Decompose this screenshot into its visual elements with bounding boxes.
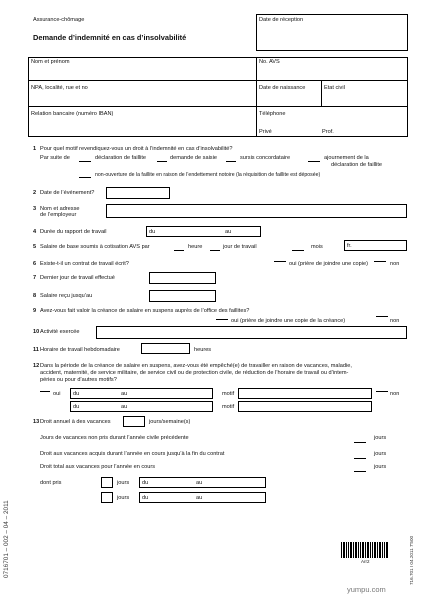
birth-date-field[interactable] — [257, 92, 320, 105]
q1-saisie-checkbox[interactable] — [157, 155, 167, 162]
q13-du-2: du — [142, 495, 149, 501]
q6-oui-checkbox[interactable] — [274, 255, 286, 262]
q6-text: Existe-t-il un contrat de travail écrit? — [40, 261, 129, 267]
q4-number: 4 — [33, 229, 37, 235]
q1-ajournement-label-2: déclaration de faillite — [331, 162, 382, 168]
name-label: Nom et prénom — [31, 59, 70, 65]
q5-mois-label: mois — [311, 244, 323, 250]
q6-oui-label: oui (prière de joindre une copie) — [289, 261, 368, 267]
civil-status-field[interactable] — [322, 92, 407, 105]
avs-field[interactable] — [257, 66, 407, 79]
barcode-text: Arr2 — [361, 559, 370, 564]
q12-text-1: Dans la période de la créance de salaire en suspens, avez-vous été empêché(e) de travailler en raison de vacances, maladie, — [40, 363, 352, 369]
q1-faillite-label: déclaration de faillite — [95, 155, 146, 161]
annual-vacation-field[interactable] — [123, 416, 145, 427]
q5-text: Salaire de base soumis à cotisation AVS par — [40, 244, 150, 250]
q13-taken-1-jours: jours — [117, 480, 130, 486]
employment-period-field[interactable] — [146, 226, 261, 237]
q13-au-2: au — [196, 495, 203, 501]
q5-jour-checkbox[interactable] — [210, 244, 220, 251]
q8-text: Salaire reçu jusqu’au — [40, 293, 93, 299]
q9-oui-label: oui (prière de joindre une copie de la créance) — [231, 318, 346, 324]
q7-number: 7 — [33, 275, 37, 281]
q12-oui-checkbox[interactable] — [40, 385, 50, 392]
reception-date-box[interactable] — [256, 14, 408, 51]
q13-row2-label: Droit aux vacances acquis durant l’année en cours jusqu’à la fin du contrat — [40, 451, 225, 457]
q3-number: 3 — [33, 206, 37, 212]
q13-text: Droit annuel à des vacances — [40, 419, 111, 425]
phone-field[interactable] — [257, 118, 407, 136]
q12-motif-label-2: motif — [222, 404, 235, 410]
address-label: NPA, localité, rue et no — [31, 85, 88, 91]
q1-saisie-label: demande de saisie — [170, 155, 217, 161]
q13-taken-2-period-field[interactable] — [139, 492, 266, 503]
phone-label: Téléphone — [259, 111, 286, 117]
q13-taken-1-period-field[interactable] — [139, 477, 266, 488]
barcode-image — [341, 542, 389, 558]
q3-text-1: Nom et adresse — [40, 206, 80, 212]
q9-non-checkbox[interactable] — [376, 310, 388, 317]
q1-sursis-label: sursis concordataire — [240, 155, 291, 161]
phone-prof-label: Prof. — [322, 129, 334, 135]
q2-number: 2 — [33, 190, 37, 196]
q11-heures-label: heures — [194, 347, 212, 353]
q13-taken-2-jours: jours — [117, 495, 130, 501]
org-name: Assurance-chômage — [33, 17, 85, 23]
phone-private-label: Privé — [259, 129, 272, 135]
avs-label: No. AVS — [259, 59, 280, 65]
q13-row3-field[interactable] — [354, 461, 366, 472]
q11-text: Horaire de travail hebdomadaire — [40, 347, 120, 353]
form-code-left: 0716701 – 002 – 04 – 2011 — [3, 500, 10, 578]
q13-row3-label: Droit total aux vacances pour l’année en cours — [40, 464, 156, 470]
q13-row2-field[interactable] — [354, 448, 366, 459]
q12-period-1-field[interactable] — [70, 388, 213, 399]
q13-row3-jours: jours — [374, 464, 387, 470]
q12-au-2: au — [121, 404, 128, 410]
q13-number: 13 — [33, 419, 40, 425]
q9-number: 9 — [33, 308, 37, 314]
q1-faillite-checkbox[interactable] — [79, 155, 91, 162]
q3-text-2: de l’employeur — [40, 212, 77, 218]
q13-row2-jours: jours — [374, 451, 387, 457]
q5-mois-checkbox[interactable] — [292, 244, 304, 251]
q12-du-1: du — [73, 391, 80, 397]
civil-status-label: Etat civil — [324, 85, 345, 91]
q5-heure-label: heure — [188, 244, 203, 250]
q5-heure-checkbox[interactable] — [174, 244, 184, 251]
employer-field[interactable] — [106, 204, 407, 218]
q6-non-label: non — [390, 261, 400, 267]
q12-text-2: accident, maternité, de service militaire, de service civil ou de protection civile, de réduction de l’horaire de travail ou d’intem- — [40, 370, 349, 376]
q4-au-label: au — [225, 229, 232, 235]
q13-row1-jours: jours — [374, 435, 387, 441]
q9-oui-checkbox[interactable] — [216, 313, 228, 320]
q12-period-2-field[interactable] — [70, 401, 213, 412]
q1-ajournement-checkbox[interactable] — [308, 155, 320, 162]
salary-field[interactable] — [344, 240, 407, 251]
q12-oui-label: oui — [53, 391, 61, 397]
q10-text: Activité exercée — [40, 329, 80, 335]
q13-taken-1-days-field[interactable] — [101, 477, 113, 488]
q1-sursis-checkbox[interactable] — [226, 155, 236, 162]
q13-row1-field[interactable] — [354, 432, 366, 443]
q6-number: 6 — [33, 261, 37, 267]
q13-row1-label: Jours de vacances non pris durant l’année civile précédente — [40, 435, 189, 441]
q5-jour-label: jour de travail — [223, 244, 257, 250]
q13-dont-pris-label: dont pris — [40, 480, 62, 486]
q5-currency: fr. — [347, 243, 352, 249]
q1-nonouverture-label: non-ouverture de la faillite en raison de l’endettement notoire (la réquisition de faillite est déposée) — [95, 172, 321, 178]
watermark-text: yumpu.com — [347, 585, 386, 594]
q12-non-checkbox[interactable] — [376, 385, 388, 392]
q1-prefix: Par suite de — [40, 155, 70, 161]
q12-text-3: péries ou pour d’autres motifs? — [40, 377, 117, 383]
q13-taken-2-days-field[interactable] — [101, 492, 113, 503]
q12-number: 12 — [33, 363, 40, 369]
q1-number: 1 — [33, 146, 37, 152]
q7-text: Dernier jour de travail effectué — [40, 275, 115, 281]
birth-date-label: Date de naissance — [259, 85, 306, 91]
activity-field[interactable] — [96, 326, 407, 339]
reception-date-label: Date de réception — [259, 17, 304, 23]
weekly-hours-field[interactable] — [141, 343, 190, 354]
q10-number: 10 — [33, 329, 40, 335]
q12-au-1: au — [121, 391, 128, 397]
q6-non-checkbox[interactable] — [374, 255, 386, 262]
q12-non-label: non — [390, 391, 400, 397]
q9-text: Avez-vous fait valoir la créance de salaire en suspens auprès de l’office des faillites? — [40, 308, 250, 314]
event-date-field[interactable] — [106, 187, 170, 199]
name-field[interactable] — [29, 66, 255, 79]
q12-du-2: du — [73, 404, 80, 410]
q12-motif-label-1: motif — [222, 391, 235, 397]
q13-unit-label: jours/semaine(s) — [149, 419, 191, 425]
salary-received-until-field[interactable] — [149, 290, 216, 302]
q4-text: Durée du rapport de travail — [40, 229, 107, 235]
q12-motif-1-field[interactable] — [238, 388, 372, 399]
q1-text: Pour quel motif revendiquez-vous un droit à l’indemnité en cas d’insolvabilité? — [40, 146, 233, 152]
q1-ajournement-label-1: ajournement de la — [324, 155, 369, 161]
q1-nonouverture-checkbox[interactable] — [79, 171, 91, 178]
address-field[interactable] — [29, 92, 255, 105]
q8-number: 8 — [33, 293, 37, 299]
q11-number: 11 — [33, 347, 39, 353]
q4-du-label: du — [149, 229, 156, 235]
page-title: Demande d’indemnité en cas d’insolvabilité — [33, 33, 187, 42]
iban-label: Relation bancaire (numéro IBAN) — [31, 111, 114, 117]
q13-du-1: du — [142, 480, 149, 486]
q13-au-1: au — [196, 480, 203, 486]
q9-non-label: non — [390, 318, 400, 324]
form-code-right: 716.701 I 04.2011 7'500 — [409, 535, 414, 585]
last-work-day-field[interactable] — [149, 272, 216, 284]
q2-text: Date de l’événement? — [40, 190, 95, 196]
q12-motif-2-field[interactable] — [238, 401, 372, 412]
q5-number: 5 — [33, 244, 37, 250]
iban-field[interactable] — [29, 118, 255, 136]
